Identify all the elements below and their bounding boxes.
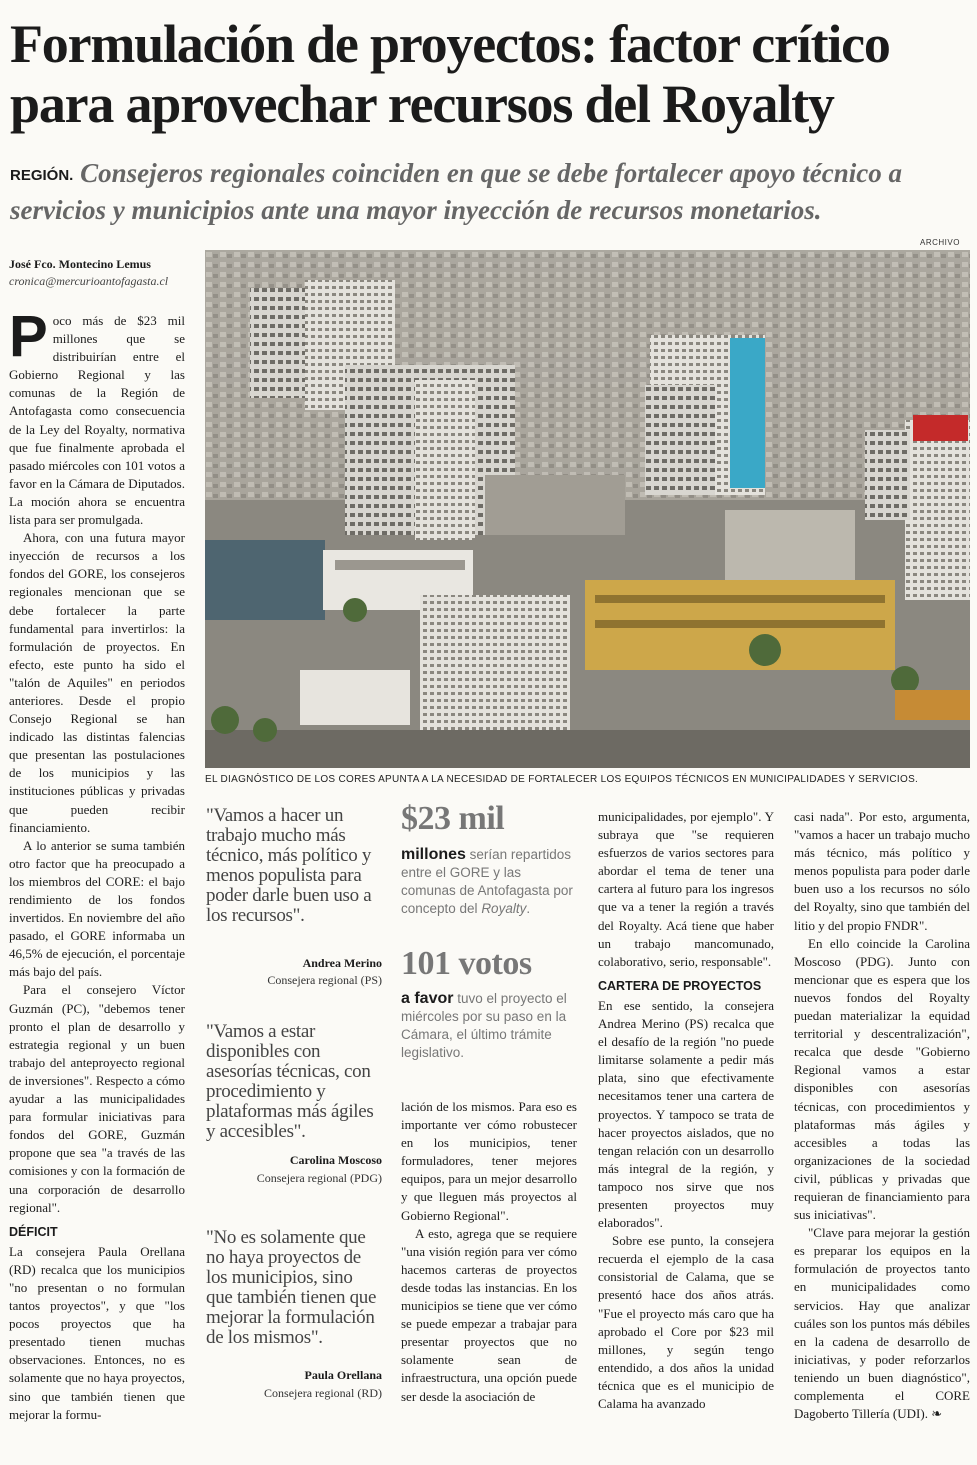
article-paragraph: En ello coincide la Carolina Moscoso (PDG). Junto con mencionar que es espera que los nuevos fondos del Royalty puedan materializar la equidad territorial y descentralización", recalca que desde "Gobierno Regional vamos a estar disponibles con asesorías técnicas, con procedimientos y plataformas más ágiles y accesibles a todas las organizaciones de la sociedad civil, públicas y privadas que requieran de financiamiento para sus iniciativas". [794,935,970,1223]
stat-2-text: a favor tuvo el proyecto el miércoles por su paso en la Cámara, el último trámite legislativo. [401,990,567,1060]
stat-2-figure: 101 votos [401,945,532,982]
section-tag: REGIÓN. [10,167,74,184]
quote-1-role: Consejera regional (PS) [267,973,382,987]
article-paragraph: "Clave para mejorar la gestión es preparar los equipos en la formulación de proyectos tanto en municipalidades como servicios. Hay que analizar cuáles son los puntos más débiles en la cadena de desarrollo de iniciativas, y poder reforzarlos teniendo un buen diagnóstico", complementa el CORE Dagoberto Tillería (UDI). ❧ [794,1225,970,1422]
photo-caption: EL DIAGNÓSTICO DE LOS CORES APUNTA A LA NECESIDAD DE FORTALECER LOS EQUIPOS TÉCNICOS EN MUNICIPALIDADES Y SERVICIOS. [205,774,919,785]
section-heading-deficit: DÉFICIT [9,1224,58,1239]
quote-2-name: Carolina Moscoso [289,1153,382,1167]
author-name: José Fco. Montecino Lemus [9,257,151,271]
stat-1-text: millones serían repartidos entre el GORE y las comunas de Antofagasta por concepto del Royalty. [401,846,573,916]
article-column-5 [794,808,970,1423]
article-paragraph: A lo anterior se suma también otro factor que ha preocupado a los miembros del CORE: el bajo rendimiento de los fondos invertidos. En noviembre del año pasado, el GORE informaba un 46,5% de ejecución, el porcentaje más bajo del país. [9,837,185,980]
article-column-3 [401,1098,577,1406]
article-paragraph: casi nada". Por esto, argumenta, "vamos a hacer un trabajo mucho más técnico, más político y menos populista para poder darle buen uso a los recursos no sólo del Royalty, sino que también del litio y del propio FNDR". [794,809,970,933]
article-paragraph: lación de los mismos. Para eso es importante ver cómo robustecer en los municipios, tener formuladores, tener mejores equipos, para un mejor desarrollo y que lleguen más proyectos al Gobierno Regional". [401,1099,577,1223]
byline [9,256,199,290]
city-skyline-image [205,250,970,768]
article-paragraph: Sobre ese punto, la consejera recuerda el ejemplo de la casa consistorial de Calama, que se presentó hace dos años atrás. "Fue el proyecto más caro que ha aprobado el Core por $23 mil millones, y según tengo entendido, a dos años la unidad técnica que es el municipio de Calama ha avanzado [598,1233,774,1411]
headline: Formulación de proyectos: factor crítico para aprovechar recursos del Royalty [10,14,890,134]
end-mark-icon: ❧ [931,1406,943,1422]
section-heading-cartera: CARTERA DE PROYECTOS [598,978,762,993]
pull-quote-1: "Vamos a hacer un trabajo mucho más técnico, más político y menos populista para poder darle buen uso a los recursos". [206,805,372,926]
pull-quote-2: "Vamos a estar disponibles con asesorías técnicas, con procedimiento y plataformas más ágiles y accesibles". [206,1021,374,1142]
article-paragraph: A esto, agrega que se requiere "una visión región para ver cómo hacemos carteras de proyectos desde todas las instancias. En los municipios se tiene que ver cómo se puede empezar a trabajar para presentar proyectos que no solamente sean de infraestructura, una opción puede ser desde la asociación de [401,1225,577,1404]
article-paragraph: municipalidades, por ejemplo". Y subraya que "se requieren esfuerzos de varios sectores para abordar el tema de tener una cartera al futuro para los ingresos que va a tener la región a través del Royalty. Acá tiene que haber un trabajo mancomunado, colaborativo, serio, responsable". [598,809,774,969]
subhead-text: Consejeros regionales coinciden en que se debe fortalecer apoyo técnico a servicios y municipios ante una mayor inyección de recursos monetarios. [10,158,902,225]
article-column-1 [9,304,185,1424]
article-column-4 [598,808,774,1413]
quote-2-role: Consejera regional (PDG) [256,1171,382,1185]
article-paragraph: En ese sentido, la consejera Andrea Merino (PS) recalca que el desafío de la región "no puede limitarse solamente a pedir más plata, sino que efectivamente necesitamos tener una cartera de proyectos. Y tampoco se trata de hacer proyectos aislados, que no tengan relación con un desarrollo más integral de la región, y tampoco nos sirve que nos presenten proyectos muy elaborados". [598,997,774,1231]
article-paragraph: Para el consejero Víctor Guzmán (PC), "debemos tener pronto el plan de desarrollo y estrategia regional y un buen trabajo del anteproyecto regional de inversiones". Respecto a cómo ayudar a las municipalidades para formular iniciativas para fondos del GORE, Guzmán propone que sea "a través de las comisiones y con la formación de una corporación de desarrollo regional". [9,982,185,1215]
pull-quote-3: "No es solamente que no haya proyectos de los municipios, sino que también tienen que mejorar la formulación de los mismos". [206,1227,377,1348]
article-paragraph: Ahora, con una futura mayor inyección de recursos a los fondos del GORE, los consejeros regionales mencionan que se debe fortalecer la parte fundamental para invertirlos: la formulación de proyectos. En efecto, este punto ha sido el "talón de Aquiles" en periodos anteriores. Desde el propio Consejo Regional se han indicado las distintas falencias que presentan las postulaciones de los municipios y las instituciones públicas y privadas que pueden recibir financiamiento. [9,530,185,835]
dropcap: P [9,304,48,369]
author-email[interactable]: cronica@mercurioantofagasta.cl [9,274,169,288]
city-photo [205,250,970,768]
article-paragraph: Poco más de $23 mil millones que se distribuirían entre el Gobierno Regional y las comunas de la Región de Antofagasta como consecuencia de la Ley del Royalty, normativa que fue finalmente aprobada el pasado miércoles con 101 votos a favor en la Cámara de Diputados. La moción ahora se encuentra lista para ser promulgada. [9,304,185,528]
subhead [10,156,970,227]
article-paragraph: La consejera Paula Orellana (RD) recalca que los municipios "no presentan o no formulan tantos proyectos", y que "los pocos proyectos que ha presentado tienen muchas observaciones. Entonces, no es solamente que no haya proyectos, sino que también tienen que mejorar la formu- [9,1243,185,1422]
stat-1-figure: $23 mil [401,800,505,837]
photo-credit: ARCHIVO [920,238,960,247]
quote-1-name: Andrea Merino [302,956,382,970]
quote-3-role: Consejera regional (RD) [264,1386,382,1400]
quote-3-name: Paula Orellana [304,1368,382,1382]
